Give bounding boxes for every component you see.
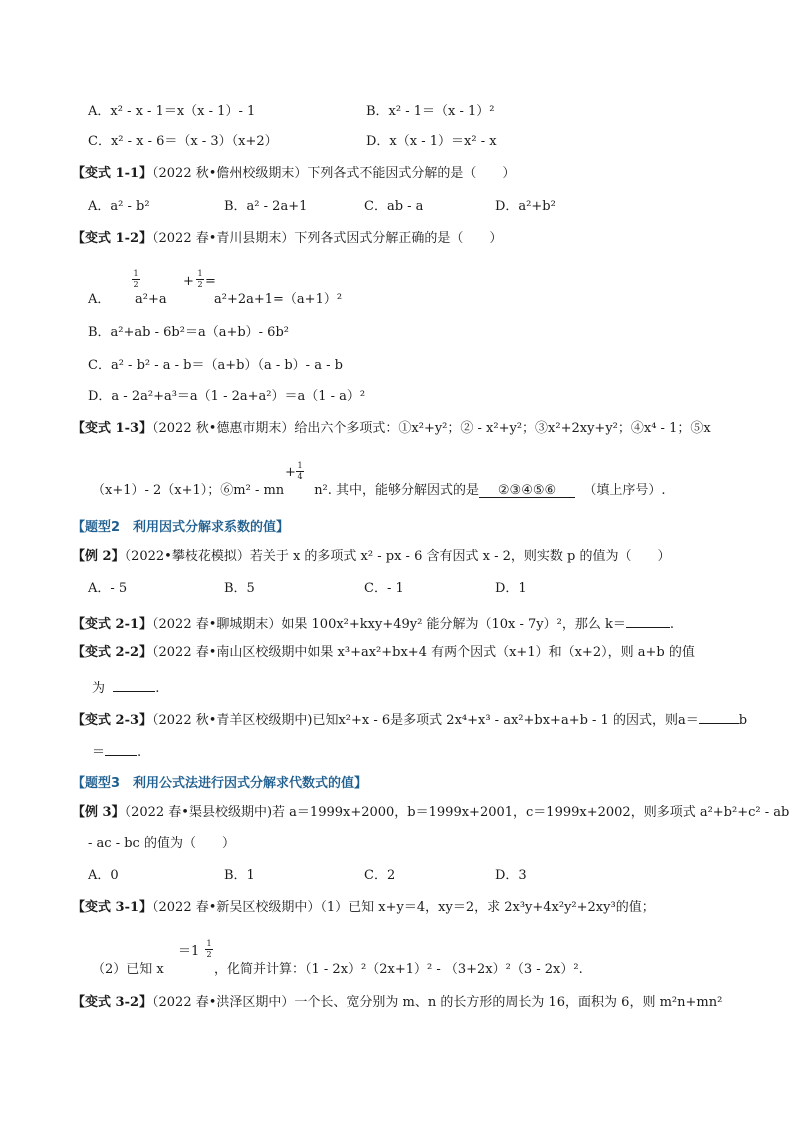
variant-1-3-line2 xyxy=(92,483,665,499)
variant-1-1 xyxy=(72,166,515,182)
period: . xyxy=(155,681,160,696)
equals-sign: ＝ xyxy=(92,745,106,760)
option-b: B．1 xyxy=(224,868,255,883)
example-3-line2: - ac - bc 的值为（ ） xyxy=(88,836,235,851)
question-text: （2022 春•青川县期末）下列各式因式分解正确的是（ ） xyxy=(152,231,503,246)
option-d: D．a - 2a²+a³＝a（1 - 2a+a²）＝a（1 - a）² xyxy=(88,389,366,404)
variant-3-2 xyxy=(72,995,722,1011)
fraction-numerator: 1 xyxy=(297,461,303,470)
question-text: （2022 春•渠县校级期中)若 a＝1999x+2000，b＝1999x+2001，c＝1999x+2002，则多项式 a²+b²+c² - ab xyxy=(124,805,790,820)
fill-instruction: （填上序号）. xyxy=(583,483,666,498)
variant-2-1 xyxy=(72,613,674,633)
variant-3-1-part2-b: ，化简并计算：（1 - 2x）²（2x+1）² - （3+2x）²（3 - 2x）². xyxy=(214,962,583,977)
question-text: （2022 春•洪泽区期中）一个长、宽分别为 m、n 的长方形的周长为 16，面积为 6，则 m²n+mn² xyxy=(152,995,723,1010)
option-c: C．- 1 xyxy=(364,581,404,596)
fraction-denominator: 4 xyxy=(297,472,303,481)
option-c: C．2 xyxy=(364,868,396,883)
option-c: C．a² - b² - a - b＝（a+b）（a - b）- a - b xyxy=(88,358,343,373)
variant-tag: 【变式 2-1】 xyxy=(72,617,153,632)
option-c: C．x² - x - 6＝（x - 3）（x+2） xyxy=(88,134,278,149)
example-tag: 【例 3】 xyxy=(72,805,125,820)
expression-text: （x+1）- 2（x+1）；⑥m² - mn xyxy=(92,483,285,498)
fraction-numerator: 1 xyxy=(197,269,203,278)
answer-blank xyxy=(113,677,155,692)
fraction-half xyxy=(205,940,213,959)
variant-tag: 【变式 3-2】 xyxy=(72,995,153,1010)
question-text: （2022 秋•德惠市期末）给出六个多项式：①x²+y²；② - x²+y²；③x²+2xy+y²；④x⁴ - 1；⑤x xyxy=(152,421,711,436)
section-heading: 【题型2 利用因式分解求系数的值】 xyxy=(72,520,290,535)
variant-tag: 【变式 1-2】 xyxy=(72,231,153,246)
section-heading: 【题型3 利用公式法进行因式分解求代数式的值】 xyxy=(72,776,368,791)
fraction-denominator: 2 xyxy=(133,280,139,289)
variant-3-1-part2-a: （2）已知 x xyxy=(92,962,164,977)
question-text: （2022 秋•青羊区校级期中)已知x²+x - 6是多项式 2x⁴+x³ - ax²+bx+a+b - 1 的因式，则a＝ xyxy=(152,713,699,728)
question-text: （2022 春•新吴区校级期中）（1）已知 x+y＝4，xy＝2，求 2x³y+4x²y²+2xy³的值； xyxy=(152,900,655,915)
option-a: A．a² - b² xyxy=(88,199,150,214)
equals-sign: = xyxy=(205,274,216,289)
equals-one: ＝1 xyxy=(178,944,200,959)
question-text: （2022 春•南山区校级期中如果 x³+ax²+bx+4 有两个因式（x+1）和（x+2），则 a+b 的值 xyxy=(152,645,695,660)
option-b: B．a² - 2a+1 xyxy=(224,199,308,214)
fraction-half xyxy=(196,270,204,289)
variant-2-3 xyxy=(72,709,747,729)
question-text: （2022 秋•儋州校级期末）下列各式不能因式分解的是（ ） xyxy=(152,166,516,181)
option-b: B．x² - 1＝（x - 1）² xyxy=(366,104,495,119)
variant-tag: 【变式 1-1】 xyxy=(72,166,153,181)
option-d: D．1 xyxy=(495,581,527,596)
variant-1-3 xyxy=(72,421,711,437)
answer-blank xyxy=(699,709,739,724)
variant-2-3-line2 xyxy=(92,741,141,761)
variant-tag: 【变式 2-3】 xyxy=(72,713,153,728)
option-a-right: a²+2a+1=（a+1）² xyxy=(214,292,343,307)
fraction-half xyxy=(132,270,140,289)
option-d: D．3 xyxy=(495,868,527,883)
fraction-numerator: 1 xyxy=(206,939,212,948)
plus-sign: + xyxy=(183,274,194,289)
option-d: D．x（x - 1）＝x² - x xyxy=(366,134,497,149)
fraction-denominator: 2 xyxy=(206,950,212,959)
plus-sign: + xyxy=(285,465,296,480)
option-a: A．0 xyxy=(88,868,119,883)
period: . xyxy=(137,745,142,760)
question-text: （2022•攀枝花模拟）若关于 x 的多项式 x² - px - 6 含有因式 x - 2，则实数 p 的值为（ ） xyxy=(124,549,671,564)
option-c: C．ab - a xyxy=(364,199,424,214)
answer-blank: ②③④⑤⑥ xyxy=(479,483,575,498)
variant-2-2 xyxy=(72,645,695,661)
answer-blank xyxy=(626,613,670,628)
period: . xyxy=(669,617,674,632)
option-a-label: A． xyxy=(88,292,111,307)
example-3 xyxy=(72,805,789,821)
fraction-quarter xyxy=(296,462,304,481)
option-b: B．a²+ab - 6b²＝a（a+b）- 6b² xyxy=(88,325,289,340)
variant-tag: 【变式 2-2】 xyxy=(72,645,153,660)
option-b: B．5 xyxy=(224,581,255,596)
fraction-denominator: 2 xyxy=(197,280,203,289)
variant-tag: 【变式 3-1】 xyxy=(72,900,153,915)
option-a: A．- 5 xyxy=(88,581,128,596)
expression-text: n². 其中，能够分解因式的是 xyxy=(314,483,480,498)
example-2 xyxy=(72,549,670,565)
question-text: （2022 春•聊城期末）如果 100x²+kxy+49y² 能分解为（10x - 7y）²，那么 k＝ xyxy=(152,617,626,632)
variant-3-1 xyxy=(72,900,655,916)
fraction-numerator: 1 xyxy=(133,269,139,278)
option-a-left: a²+a xyxy=(135,292,167,307)
question-text: b xyxy=(738,713,748,728)
variant-tag: 【变式 1-3】 xyxy=(72,421,153,436)
question-text: 为 xyxy=(92,681,106,696)
example-tag: 【例 2】 xyxy=(72,549,125,564)
variant-2-2-line2 xyxy=(92,677,159,697)
answer-blank xyxy=(105,741,137,756)
option-a: A．x² - x - 1＝x（x - 1）- 1 xyxy=(88,104,256,119)
option-d: D．a²+b² xyxy=(495,199,556,214)
variant-1-2 xyxy=(72,231,502,247)
